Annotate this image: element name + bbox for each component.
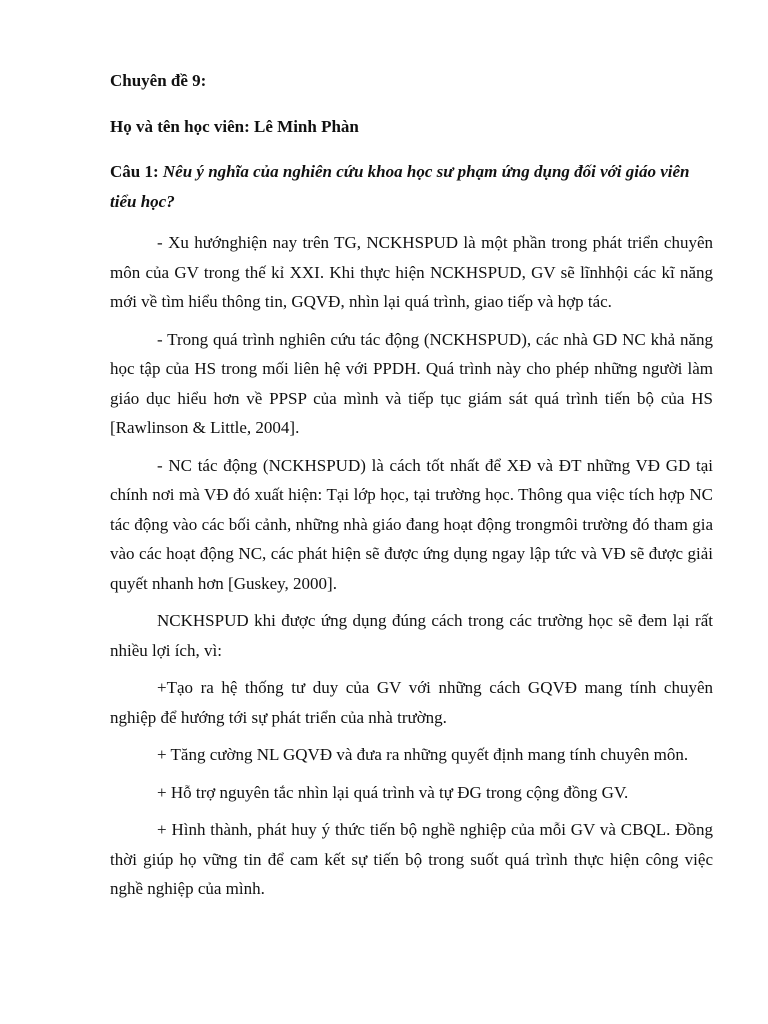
document-body — [110, 66, 713, 904]
student-name: Họ và tên học viên: Lê Minh Phàn — [110, 116, 359, 136]
paragraph: + Hỗ trợ nguyên tắc nhìn lại quá trình và tự ĐG trong cộng đồng GV. — [157, 782, 629, 802]
paragraph: - Trong quá trình nghiên cứu tác động (NCKHSPUD), các nhà GD NC khả năng học tập của HS trong mối liên hệ với PPDH. Quá trình này cho phép những người làm giáo dục hiểu hơn về PPSP của mình và tiếp tục giám sát quá trình tiến bộ của HS [Rawlinson & Little, 2004]. — [110, 329, 713, 437]
topic-heading: Chuyên đề 9: — [110, 71, 207, 90]
question-text: Nêu ý nghĩa của nghiên cứu khoa học sư phạm ứng dụng đối với giáo viên tiểu học? — [110, 162, 690, 211]
paragraph: + Hình thành, phát huy ý thức tiến bộ nghề nghiệp của mỗi GV và CBQL. Đồng thời giúp họ vững tin để cam kết sự tiến bộ trong suốt quá trình thực hiện công việc nghề nghiệp của mình. — [110, 820, 713, 898]
question — [110, 157, 713, 216]
paragraph: - Xu hướnghiện nay trên TG, NCKHSPUD là một phần trong phát triển chuyên môn của GV trong thế kỉ XXI. Khi thực hiện NCKHSPUD, GV sẽ lĩnhhội các kĩ năng mới về tìm hiểu thông tin, GQVĐ, nhìn lại quá trình, giao tiếp và hợp tác. — [110, 233, 713, 311]
paragraph: +Tạo ra hệ thống tư duy của GV với những cách GQVĐ mang tính chuyên nghiệp để hướng tới sự phát triển của nhà trường. — [110, 678, 713, 727]
question-label: Câu 1: — [110, 162, 159, 181]
paragraph: + Tăng cường NL GQVĐ và đưa ra những quyết định mang tính chuyên môn. — [157, 745, 689, 764]
paragraph: - NC tác động (NCKHSPUD) là cách tốt nhất để XĐ và ĐT những VĐ GD tại chính nơi mà VĐ đó xuất hiện: Tại lớp học, tại trường học. Thông qua việc tích hợp NC tác động vào các bối cảnh, những nhà giáo đang hoạt động trongmôi trường đó tham gia vào các hoạt động NC, các phát hiện sẽ được ứng dụng ngay lập tức và VĐ sẽ được giải quyết nhanh hơn [Guskey, 2000]. — [110, 455, 713, 593]
paragraph: NCKHSPUD khi được ứng dụng đúng cách trong các trường học sẽ đem lại rất nhiều lợi ích, vì: — [110, 611, 713, 660]
